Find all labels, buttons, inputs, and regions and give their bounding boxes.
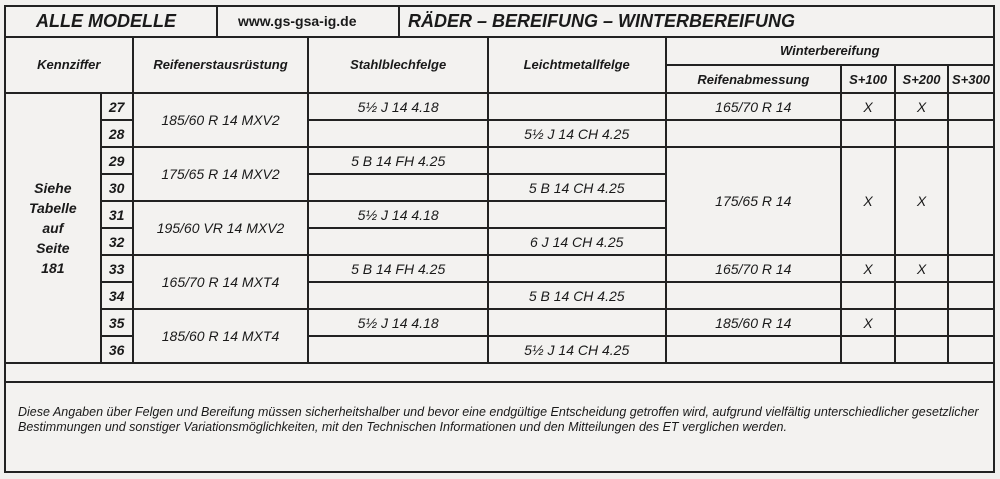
tire-size: 185/60 R 14 MXV2 xyxy=(133,93,309,147)
s300-empty xyxy=(948,120,993,147)
col-kennziffer: Kennziffer xyxy=(6,36,133,93)
steel-rim: 5 B 14 FH 4.25 xyxy=(308,147,488,174)
col-s100: S+100 xyxy=(841,65,895,93)
alloy-empty xyxy=(488,201,666,228)
s100-empty xyxy=(841,120,895,147)
reference-cell xyxy=(6,93,101,363)
disclaimer-text: Diese Angaben über Felgen und Bereifung müssen sicherheitshalber und bevor eine endgültige Entscheidung getroffen wird, aufgrund vielfältig unterschiedlicher gesetzlicher Bestimmungen und sonstiger Variationsmöglichkeiten, mit den Technischen Informationen und den Mitteilungen des ET verglichen werden. xyxy=(18,405,979,434)
code-number: 31 xyxy=(101,201,133,228)
s200-empty xyxy=(895,336,948,363)
header-bar xyxy=(6,7,993,38)
s100-empty xyxy=(841,336,895,363)
s300-mark xyxy=(948,309,993,336)
steel-empty xyxy=(308,228,488,255)
s100-mark: X xyxy=(841,93,895,120)
reference-line: Siehe xyxy=(34,180,72,196)
alloy-rim: 5½ J 14 CH 4.25 xyxy=(488,336,666,363)
s200-mark: X xyxy=(895,147,948,255)
header-models-cell xyxy=(6,7,218,36)
wheel-tire-table xyxy=(6,36,993,364)
s200-mark xyxy=(895,309,948,336)
code-number: 36 xyxy=(101,336,133,363)
code-number: 30 xyxy=(101,174,133,201)
disclaimer-box xyxy=(6,381,993,473)
s200-mark: X xyxy=(895,93,948,120)
s200-empty xyxy=(895,282,948,309)
alloy-empty xyxy=(488,93,666,120)
col-reifenerstausruestung: Reifenerstausrüstung xyxy=(133,36,309,93)
steel-rim: 5½ J 14 4.18 xyxy=(308,201,488,228)
col-leichtmetallfelge: Leichtmetallfelge xyxy=(488,36,666,93)
winter-size: 175/65 R 14 xyxy=(666,147,842,255)
s300-mark xyxy=(948,93,993,120)
models-label: ALLE MODELLE xyxy=(36,11,176,31)
steel-empty xyxy=(308,120,488,147)
alloy-empty xyxy=(488,309,666,336)
winter-size: 165/70 R 14 xyxy=(666,255,842,282)
steel-empty xyxy=(308,282,488,309)
code-number: 33 xyxy=(101,255,133,282)
alloy-rim: 5 B 14 CH 4.25 xyxy=(488,174,666,201)
reference-line: auf xyxy=(42,220,64,236)
code-number: 27 xyxy=(101,93,133,120)
alloy-rim: 6 J 14 CH 4.25 xyxy=(488,228,666,255)
code-number: 32 xyxy=(101,228,133,255)
code-number: 29 xyxy=(101,147,133,174)
steel-rim: 5½ J 14 4.18 xyxy=(308,309,488,336)
tire-size: 185/60 R 14 MXT4 xyxy=(133,309,309,363)
col-stahlblechfelge: Stahlblechfelge xyxy=(308,36,488,93)
alloy-empty xyxy=(488,147,666,174)
s300-mark xyxy=(948,255,993,282)
winter-empty xyxy=(666,120,842,147)
winter-size: 165/70 R 14 xyxy=(666,93,842,120)
col-winterbereifung: Winterbereifung xyxy=(666,36,994,65)
s300-empty xyxy=(948,282,993,309)
table-row xyxy=(6,255,993,282)
document-page xyxy=(4,5,995,473)
steel-empty xyxy=(308,336,488,363)
s100-mark: X xyxy=(841,309,895,336)
table-row xyxy=(6,147,993,174)
s100-mark: X xyxy=(841,147,895,255)
steel-empty xyxy=(308,174,488,201)
tire-size: 165/70 R 14 MXT4 xyxy=(133,255,309,309)
page-title: RÄDER – BEREIFUNG – WINTERBEREIFUNG xyxy=(408,11,796,31)
alloy-empty xyxy=(488,255,666,282)
website-url: www.gs-gsa-ig.de xyxy=(238,13,357,29)
s300-mark xyxy=(948,147,993,255)
s100-empty xyxy=(841,282,895,309)
winter-empty xyxy=(666,282,842,309)
code-number: 35 xyxy=(101,309,133,336)
col-s200: S+200 xyxy=(895,65,948,93)
steel-rim: 5 B 14 FH 4.25 xyxy=(308,255,488,282)
alloy-rim: 5 B 14 CH 4.25 xyxy=(488,282,666,309)
reference-line: Seite xyxy=(36,240,70,256)
alloy-rim: 5½ J 14 CH 4.25 xyxy=(488,120,666,147)
code-number: 28 xyxy=(101,120,133,147)
reference-line: 181 xyxy=(41,260,65,276)
reference-line: Tabelle xyxy=(28,200,77,216)
tire-size: 175/65 R 14 MXV2 xyxy=(133,147,309,201)
code-number: 34 xyxy=(101,282,133,309)
header-url-cell xyxy=(218,7,400,36)
col-reifenabmessung: Reifenabmessung xyxy=(666,65,842,93)
steel-rim: 5½ J 14 4.18 xyxy=(308,93,488,120)
s300-empty xyxy=(948,336,993,363)
winter-size: 185/60 R 14 xyxy=(666,309,842,336)
winter-empty xyxy=(666,336,842,363)
s200-empty xyxy=(895,120,948,147)
tire-size: 195/60 VR 14 MXV2 xyxy=(133,201,309,255)
s100-mark: X xyxy=(841,255,895,282)
table-row xyxy=(6,309,993,336)
table-row xyxy=(6,93,993,120)
col-s300: S+300 xyxy=(948,65,993,93)
s200-mark: X xyxy=(895,255,948,282)
